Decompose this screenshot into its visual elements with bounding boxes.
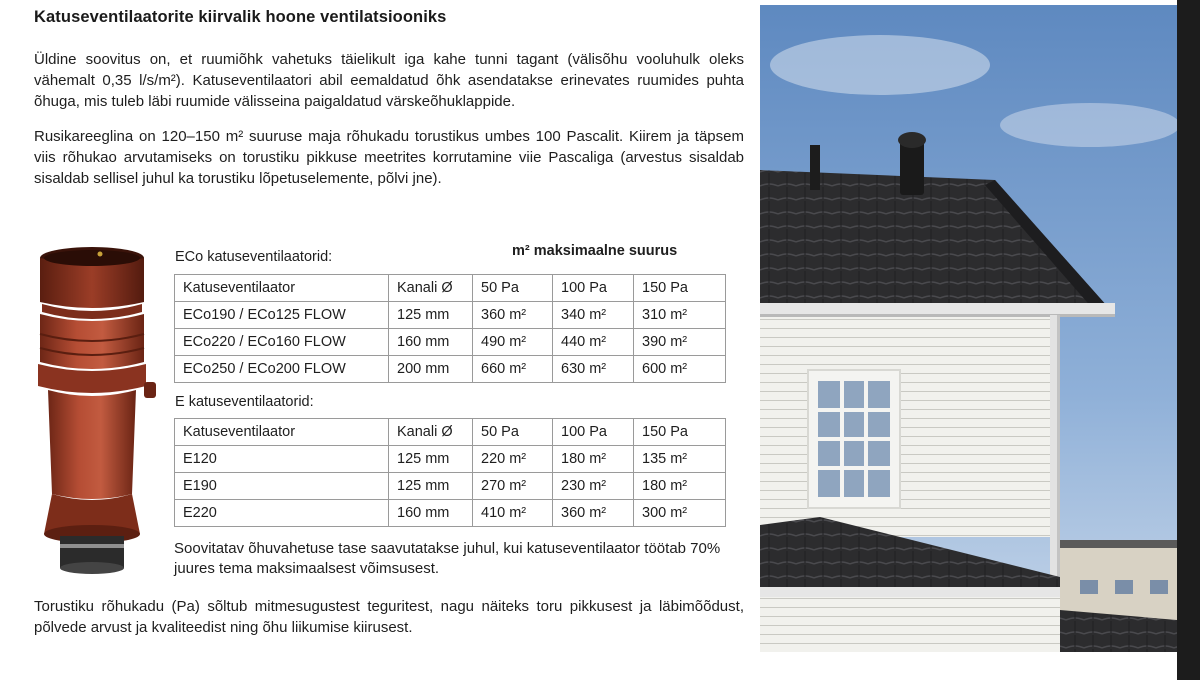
cell: 230 m² [553, 473, 634, 500]
roof-fan-illustration [22, 244, 162, 576]
header-150pa: 150 Pa [634, 275, 726, 302]
cell: 220 m² [473, 446, 553, 473]
cell: E120 [175, 446, 389, 473]
header-50pa: 50 Pa [473, 419, 553, 446]
cell: 630 m² [553, 356, 634, 383]
max-area-column-group-label: m² maksimaalne suurus [512, 243, 678, 259]
cell: 390 m² [634, 329, 726, 356]
cell: 180 m² [634, 473, 726, 500]
header-duct: Kanali Ø [389, 419, 473, 446]
cell: 270 m² [473, 473, 553, 500]
cell: 660 m² [473, 356, 553, 383]
page-title: Katuseventilaatorite kiirvalik hoone ventilatsiooniks [34, 8, 447, 26]
cell: 360 m² [473, 302, 553, 329]
cell: 160 mm [389, 500, 473, 527]
recommendation-note: Soovitatav õhuvahetuse tase saavutatakse juhul, kui katuseventilaator töötab 70% juures tema maksimaalsest võimsusest. [174, 540, 721, 577]
eco-fan-table [174, 274, 726, 383]
table-row [175, 500, 726, 527]
cell: 360 m² [553, 500, 634, 527]
eco-table-label: ECo katuseventilaatorid: [175, 249, 333, 265]
cell: E220 [175, 500, 389, 527]
cell: 410 m² [473, 500, 553, 527]
cell: 125 mm [389, 473, 473, 500]
cell: 490 m² [473, 329, 553, 356]
cell: 180 m² [553, 446, 634, 473]
table-header-row [175, 275, 726, 302]
header-50pa: 50 Pa [473, 275, 553, 302]
cell: 310 m² [634, 302, 726, 329]
header-100pa: 100 Pa [553, 419, 634, 446]
cell: 340 m² [553, 302, 634, 329]
table-row [175, 356, 726, 383]
cell: E190 [175, 473, 389, 500]
page-edge-bar [1177, 0, 1200, 680]
e-table-label: E katuseventilaatorid: [175, 394, 314, 410]
rule-of-thumb-paragraph: Rusikareeglina on 120–150 m² suuruse maja rõhukadu torustikus umbes 100 Pascalit. Kiirem ja täpsem viis rõhukao arvutamiseks on torustiku pikkuse meetrites korrutamine viie Pascaliga (arvestus sisaldab sisaldab sellisel juhul ka torustiku lõpetuselemente, põlvi jne). [34, 128, 744, 187]
cell: 600 m² [634, 356, 726, 383]
cell: ECo250 / ECo200 FLOW [175, 356, 389, 383]
cell: 135 m² [634, 446, 726, 473]
cell: 200 mm [389, 356, 473, 383]
intro-paragraph: Üldine soovitus on, et ruumiõhk vahetuks täielikult iga kahe tunni tagant (välisõhu vooluhulk oleks vähemalt 0,35 l/s/m²). Katuseventilaatori abil eemaldatud õhk asendatakse erinevates ruumides puhta õhuga, mis tuleb läbi ruumide välisseina paigaldatud värskeõhuklappide. [34, 51, 744, 110]
table-row [175, 302, 726, 329]
table-row [175, 473, 726, 500]
e-fan-table [174, 418, 726, 527]
table-header-row [175, 419, 726, 446]
cell: 440 m² [553, 329, 634, 356]
header-150pa: 150 Pa [634, 419, 726, 446]
header-100pa: 100 Pa [553, 275, 634, 302]
header-fan: Katuseventilaator [175, 419, 389, 446]
cell: 160 mm [389, 329, 473, 356]
table-row [175, 329, 726, 356]
cell: 125 mm [389, 446, 473, 473]
cell: ECo220 / ECo160 FLOW [175, 329, 389, 356]
pressure-loss-paragraph: Torustiku rõhukadu (Pa) sõltub mitmesugustest teguritest, nagu näiteks toru pikkusest ja läbimõõdust, põlvede arvust ja kvaliteedist ning õhu liikumise kiirusest. [34, 598, 744, 636]
cell: ECo190 / ECo125 FLOW [175, 302, 389, 329]
cell: 125 mm [389, 302, 473, 329]
header-fan: Katuseventilaator [175, 275, 389, 302]
cell: 300 m² [634, 500, 726, 527]
header-duct: Kanali Ø [389, 275, 473, 302]
house-roof-photo [760, 5, 1177, 652]
table-row [175, 446, 726, 473]
